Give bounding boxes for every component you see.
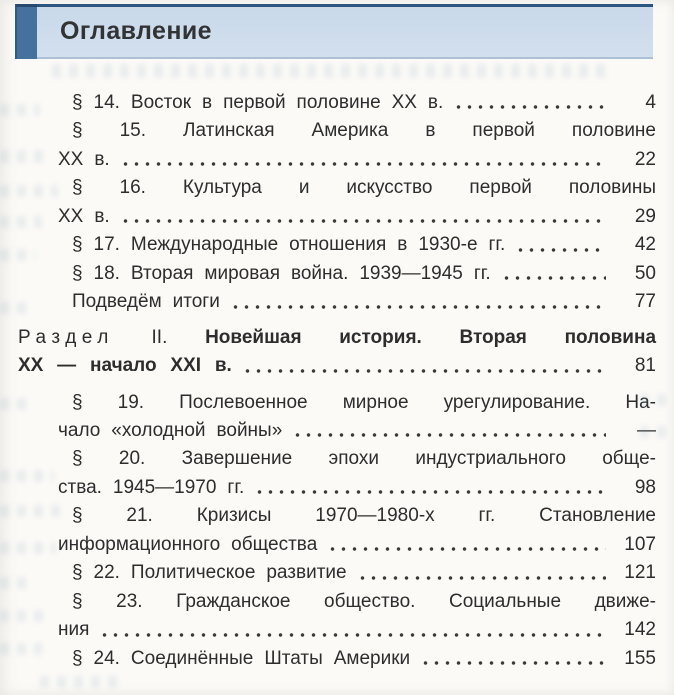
table-of-contents bbox=[18, 89, 657, 673]
entry-title: § 24. Соединённые Штаты Америки bbox=[72, 647, 411, 669]
bleed-through-artifact bbox=[0, 577, 32, 589]
bleed-through-artifact bbox=[0, 150, 46, 163]
bleed-through-artifact bbox=[0, 302, 30, 314]
entry-title-continued: ния bbox=[58, 619, 90, 641]
page-number: 29 bbox=[634, 205, 656, 227]
page-number: 107 bbox=[624, 533, 656, 555]
section-number: II. bbox=[151, 326, 168, 348]
page-number: 50 bbox=[634, 262, 656, 284]
page-number: 81 bbox=[634, 355, 656, 377]
entry-title: § 22. Политическое развитие bbox=[72, 562, 347, 584]
dot-leader bbox=[242, 352, 606, 380]
dot-leader bbox=[420, 645, 606, 673]
page-number: 4 bbox=[645, 92, 656, 113]
section-title: Новейшая история. Вторая половина bbox=[205, 326, 657, 348]
page-number: 155 bbox=[624, 647, 656, 669]
toc-entry bbox=[58, 645, 656, 673]
bleed-through-artifact bbox=[0, 216, 42, 228]
toc-entry bbox=[58, 445, 656, 502]
bleed-through-artifact bbox=[40, 676, 124, 688]
toc-entry bbox=[58, 288, 656, 316]
dot-leader bbox=[327, 531, 606, 559]
dot-leader bbox=[357, 559, 606, 587]
entry-title-continued: ства. 1945—1970 гг. bbox=[58, 476, 245, 498]
bleed-through-artifact bbox=[0, 398, 34, 410]
dot-leader bbox=[254, 474, 606, 502]
dot-leader bbox=[99, 616, 606, 644]
dot-leader bbox=[120, 146, 606, 174]
entry-title: § 17. Международные отношения в 1930-е гг. bbox=[72, 234, 506, 256]
entry-title: § 21. Кризисы 1970—1980-х гг. Становление bbox=[72, 505, 656, 527]
bleed-through-artifact bbox=[0, 505, 60, 517]
dot-leader bbox=[515, 231, 606, 259]
bleed-through-artifact bbox=[0, 249, 36, 261]
page-number: 42 bbox=[634, 234, 656, 256]
bleed-through-artifact bbox=[0, 185, 58, 197]
dot-leader bbox=[501, 260, 606, 288]
bleed-through-artifact bbox=[52, 64, 607, 78]
entry-title: § 20. Завершение эпохи индустриального обще- bbox=[72, 448, 656, 470]
entry-title: § 18. Вторая мировая война. 1939—1945 гг. bbox=[72, 262, 491, 284]
bleed-through-artifact bbox=[0, 542, 56, 554]
entry-title: § 14. Восток в первой половине XX в. bbox=[72, 92, 444, 113]
page-number: 77 bbox=[634, 291, 656, 313]
dot-leader bbox=[292, 417, 606, 445]
section-prefix: Раздел bbox=[18, 326, 114, 348]
toc-section-heading bbox=[18, 324, 656, 381]
bleed-through-artifact bbox=[0, 643, 42, 655]
entry-title-continued: чало «холодной войны» bbox=[58, 419, 283, 441]
page-number: 142 bbox=[624, 619, 656, 641]
section-title-continued: XX — начало XXI в. bbox=[18, 355, 232, 377]
toc-entry bbox=[58, 502, 656, 559]
entry-title-continued: информационного общества bbox=[58, 533, 318, 555]
entry-title: Подведём итоги bbox=[72, 291, 220, 313]
banner-accent-block bbox=[15, 4, 37, 59]
toc-entry bbox=[58, 231, 656, 259]
toc-entry bbox=[58, 174, 656, 231]
toc-entry bbox=[58, 389, 656, 446]
entry-title-continued: XX в. bbox=[58, 205, 110, 227]
bleed-through-artifact bbox=[0, 104, 40, 116]
toc-entry bbox=[58, 588, 656, 645]
entry-title-continued: XX в. bbox=[58, 148, 110, 170]
toc-entry bbox=[58, 559, 656, 587]
toc-entry bbox=[58, 117, 656, 174]
page-title: Оглавление bbox=[60, 16, 212, 45]
dot-leader bbox=[120, 203, 606, 231]
dot-leader bbox=[453, 89, 606, 117]
bleed-through-artifact bbox=[0, 610, 50, 622]
entry-title: § 16. Культура и искусство первой половины bbox=[72, 177, 656, 199]
page-number: — bbox=[637, 419, 656, 441]
dot-leader bbox=[230, 288, 606, 316]
chapter-banner bbox=[15, 4, 653, 59]
toc-entry bbox=[58, 260, 656, 288]
entry-title: § 15. Латинская Америка в первой половине bbox=[72, 120, 656, 142]
entry-title: § 23. Гражданское общество. Социальные движе- bbox=[72, 590, 656, 612]
page-number: 98 bbox=[634, 476, 656, 498]
banner-bar bbox=[37, 4, 653, 59]
page-number: 121 bbox=[624, 562, 656, 584]
bleed-through-artifact bbox=[0, 470, 54, 482]
entry-title: § 19. Послевоенное мирное урегулирование. На- bbox=[72, 391, 656, 413]
page-number: 22 bbox=[634, 148, 656, 170]
toc-entry bbox=[58, 89, 656, 117]
